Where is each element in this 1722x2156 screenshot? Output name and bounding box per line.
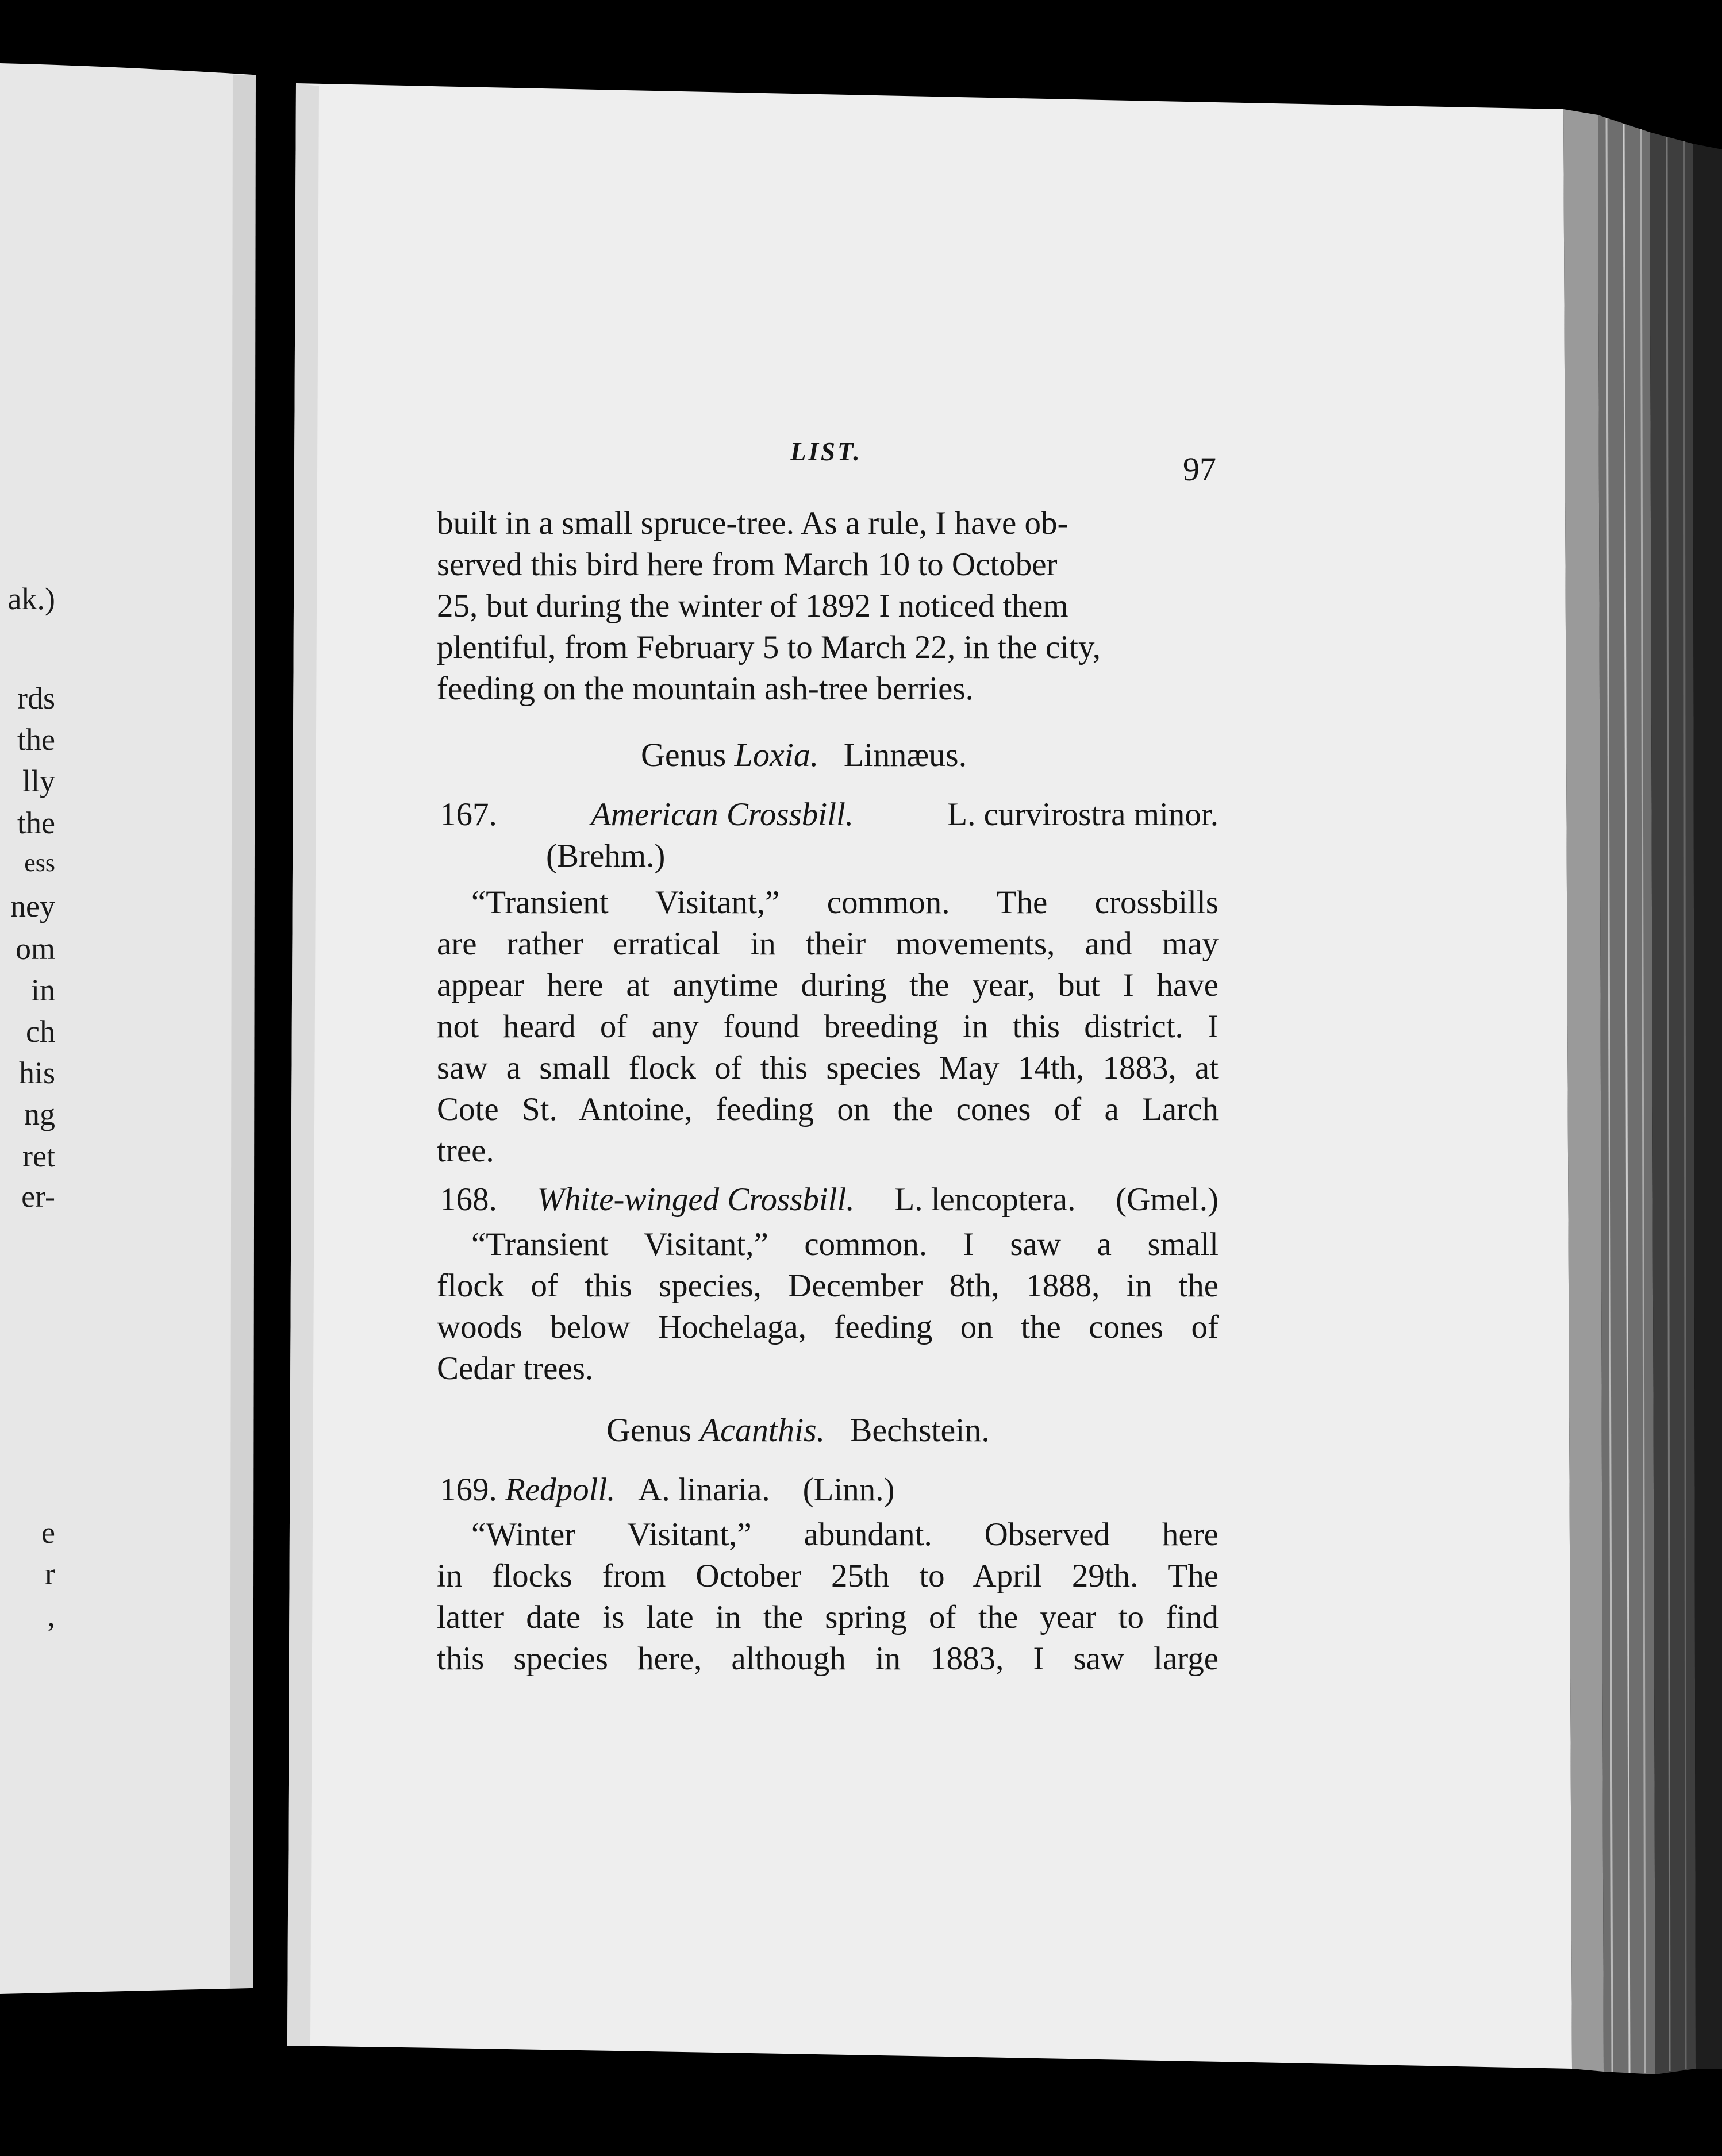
- genus-author: Linnæus.: [843, 736, 967, 773]
- fragment-line: ng: [24, 1097, 55, 1131]
- text-line: feeding on the mountain ash-tree berries.: [437, 671, 974, 707]
- text-line: Cedar trees.: [437, 1350, 594, 1387]
- entry-scientific-name: A. linaria.: [638, 1472, 770, 1508]
- text-line: flock of this species, December 8th, 1888, in the: [437, 1268, 1219, 1304]
- entry-common-name: White-winged Crossbill.: [537, 1181, 855, 1218]
- entry-167-body: [437, 882, 1219, 1172]
- genus-heading-loxia: [641, 736, 967, 774]
- entry-number: 168.: [440, 1181, 497, 1218]
- fragment-line: er-: [21, 1179, 55, 1214]
- entry-167-authority: (Brehm.): [546, 838, 666, 874]
- fragment-line: ,: [47, 1599, 55, 1633]
- genus-heading-acanthis: [606, 1411, 990, 1449]
- entry-authority: (Linn.): [802, 1472, 895, 1508]
- text-line: tree.: [437, 1133, 494, 1169]
- text-line: saw a small flock of this species May 14th, 1883, at: [437, 1050, 1219, 1086]
- text-line: latter date is late in the spring of the year to find: [437, 1599, 1219, 1635]
- entry-number: 167.: [440, 796, 497, 833]
- text-line: woods below Hochelaga, feeding on the cones of: [437, 1309, 1219, 1345]
- fragment-line: the: [17, 806, 55, 840]
- page-edge-stack: [1563, 109, 1722, 2074]
- text-line: are rather erratical in their movements, and may: [437, 926, 1219, 962]
- fragment-line: ret: [22, 1139, 55, 1173]
- fragment-line: r: [45, 1557, 55, 1591]
- text-line: built in a small spruce-tree. As a rule, I have ob-: [437, 505, 1068, 541]
- genus-prefix: Genus: [606, 1411, 692, 1449]
- entry-common-name: American Crossbill.: [590, 796, 854, 833]
- entry-167-heading: [440, 796, 1219, 833]
- entry-168-body: [437, 1224, 1219, 1389]
- text-line: 25, but during the winter of 1892 I noticed them: [437, 588, 1068, 624]
- fragment-line: ak.): [7, 582, 55, 616]
- entry-169-body: [437, 1514, 1219, 1680]
- entry-scientific-name: L. lencoptera.: [894, 1181, 1076, 1218]
- fragment-line: rds: [17, 681, 55, 715]
- fragment-line: ess: [24, 849, 55, 877]
- genus-prefix: Genus: [641, 736, 727, 773]
- entry-168-heading: [440, 1181, 1219, 1218]
- running-title: LIST.: [790, 437, 862, 466]
- fragment-line: ch: [26, 1014, 55, 1049]
- text-line: not heard of any found breeding in this district. I: [437, 1008, 1219, 1045]
- fragment-line: om: [15, 931, 55, 966]
- genus-name: Acanthis.: [699, 1411, 825, 1449]
- fragment-line: e: [41, 1515, 55, 1550]
- continuation-paragraph: [437, 503, 1219, 710]
- text-line: “Transient Visitant,” common. I saw a small: [471, 1226, 1219, 1262]
- text-line: Cote St. Antoine, feeding on the cones of a Larch: [437, 1091, 1219, 1127]
- genus-author: Bechstein.: [850, 1411, 990, 1449]
- text-line: appear here at anytime during the year, but I have: [437, 967, 1219, 1003]
- text-line: plentiful, from February 5 to March 22, in the city,: [437, 629, 1101, 665]
- text-line: “Winter Visitant,” abundant. Observed here: [471, 1516, 1219, 1553]
- entry-number: 169.: [440, 1472, 497, 1508]
- fragment-line: ney: [10, 889, 55, 923]
- text-line: this species here, although in 1883, I saw large: [437, 1641, 1219, 1677]
- text-line: served this bird here from March 10 to October: [437, 546, 1058, 583]
- entry-169-heading: [440, 1471, 895, 1508]
- entry-scientific-name: L. curvirostra minor.: [947, 796, 1219, 833]
- fragment-line: in: [30, 973, 55, 1007]
- genus-name: Loxia.: [734, 736, 819, 773]
- fragment-line: his: [18, 1056, 55, 1090]
- text-line: in flocks from October 25th to April 29th. The: [437, 1558, 1219, 1594]
- page-number: 97: [1183, 451, 1216, 488]
- fragment-line: lly: [22, 764, 55, 798]
- text-line: “Transient Visitant,” common. The crossbills: [471, 884, 1219, 921]
- fragment-line: the: [17, 722, 55, 757]
- entry-authority: (Gmel.): [1116, 1181, 1219, 1218]
- entry-common-name: Redpoll.: [505, 1472, 616, 1508]
